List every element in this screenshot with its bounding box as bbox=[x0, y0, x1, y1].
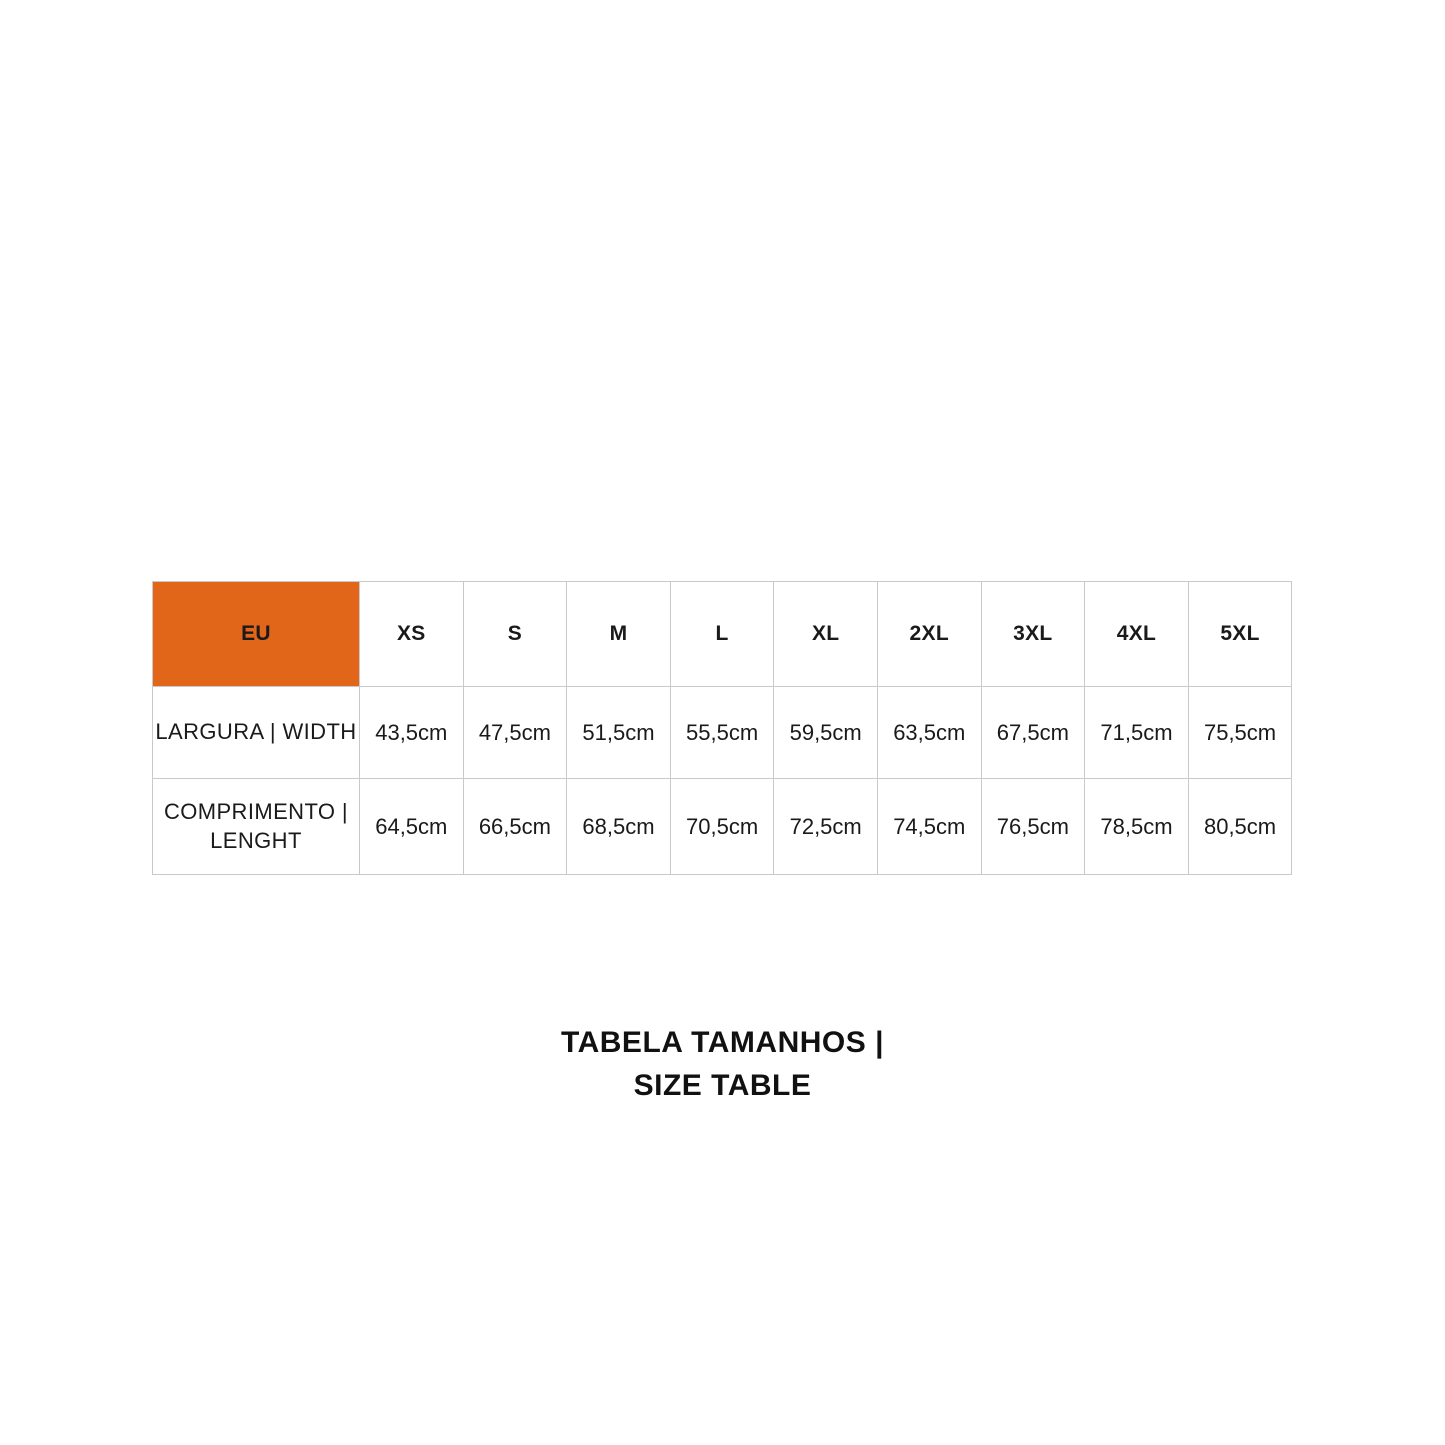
cell-length-m: 68,5cm bbox=[567, 779, 671, 875]
cell-width-4xl: 71,5cm bbox=[1085, 687, 1189, 779]
header-size-s: S bbox=[463, 582, 567, 687]
row-label-length-line1: COMPRIMENTO | bbox=[163, 798, 349, 824]
cell-length-4xl: 78,5cm bbox=[1085, 779, 1189, 875]
page-title bbox=[0, 1022, 1445, 1107]
header-size-xl: XL bbox=[774, 582, 878, 687]
header-size-l: L bbox=[670, 582, 774, 687]
header-size-m: M bbox=[567, 582, 671, 687]
cell-length-l: 70,5cm bbox=[670, 779, 774, 875]
header-eu-cell: EU bbox=[153, 582, 360, 687]
row-label-length bbox=[153, 779, 360, 875]
page-title-line2: SIZE TABLE bbox=[633, 1068, 812, 1102]
table-header-row bbox=[153, 582, 1292, 687]
cell-length-xl: 72,5cm bbox=[774, 779, 878, 875]
cell-width-l: 55,5cm bbox=[670, 687, 774, 779]
cell-width-5xl: 75,5cm bbox=[1188, 687, 1292, 779]
cell-width-m: 51,5cm bbox=[567, 687, 671, 779]
cell-length-xs: 64,5cm bbox=[360, 779, 464, 875]
size-table-container bbox=[152, 581, 1292, 875]
cell-width-s: 47,5cm bbox=[463, 687, 567, 779]
row-label-width: LARGURA | WIDTH bbox=[153, 687, 360, 779]
cell-length-3xl: 76,5cm bbox=[981, 779, 1085, 875]
cell-width-xs: 43,5cm bbox=[360, 687, 464, 779]
cell-width-3xl: 67,5cm bbox=[981, 687, 1085, 779]
cell-width-xl: 59,5cm bbox=[774, 687, 878, 779]
table-row bbox=[153, 687, 1292, 779]
header-size-xs: XS bbox=[360, 582, 464, 687]
cell-length-s: 66,5cm bbox=[463, 779, 567, 875]
size-table bbox=[152, 581, 1292, 875]
header-size-5xl: 5XL bbox=[1188, 582, 1292, 687]
header-size-3xl: 3XL bbox=[981, 582, 1085, 687]
header-size-4xl: 4XL bbox=[1085, 582, 1189, 687]
header-size-2xl: 2XL bbox=[877, 582, 981, 687]
page-title-line1: TABELA TAMANHOS | bbox=[561, 1026, 884, 1059]
cell-length-2xl: 74,5cm bbox=[877, 779, 981, 875]
row-label-length-line2: LENGHT bbox=[210, 827, 302, 853]
cell-width-2xl: 63,5cm bbox=[877, 687, 981, 779]
cell-length-5xl: 80,5cm bbox=[1188, 779, 1292, 875]
table-row bbox=[153, 779, 1292, 875]
